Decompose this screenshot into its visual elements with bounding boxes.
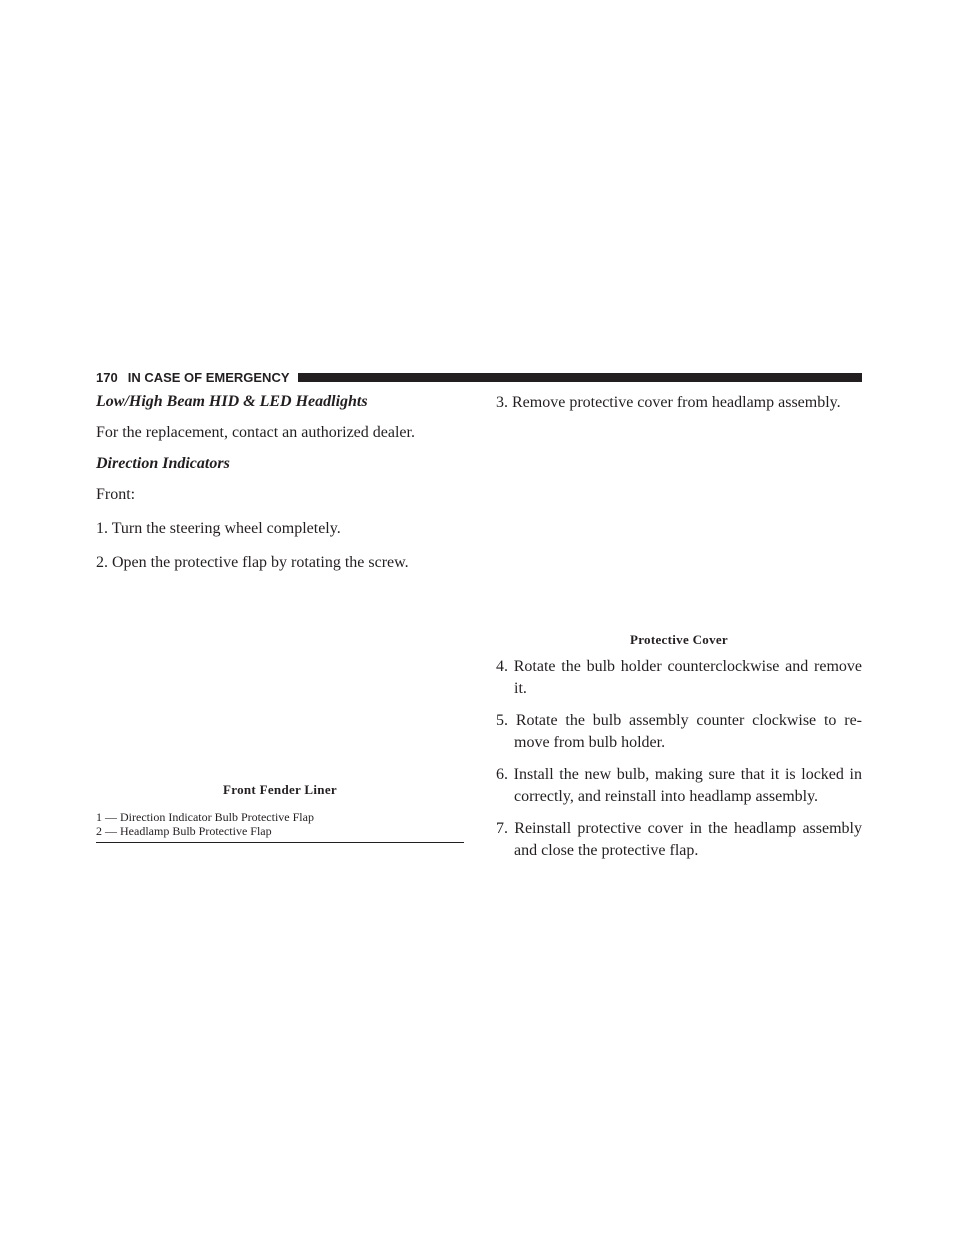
paragraph-replacement: For the replacement, contact an authorized dealer. [96,424,415,441]
page-number: 170 [96,369,118,385]
heading-direction-indicators: Direction Indicators [96,455,230,472]
legend-rule [96,842,464,843]
step-7: 7. Reinstall protective cover in the headlamp assembly and close the protective flap. [496,820,862,859]
figure-front-fender-liner [96,574,464,782]
header-rule [298,373,863,382]
step-6: 6. Install the new bulb, making sure that it is locked in correctly, and reinstall into headlamp assembly. [496,766,862,805]
step-3: 3. Remove protective cover from headlamp assembly. [496,394,841,411]
legend-item-1: 1 — Direction Indicator Bulb Protective Flap [96,810,314,824]
legend-item-2: 2 — Headlamp Bulb Protective Flap [96,824,272,838]
step-1: 1. Turn the steering wheel completely. [96,520,341,537]
figure-caption-protective-cover: Protective Cover [629,632,729,647]
step-5: 5. Rotate the bulb assembly counter clockwise to re-move from bulb holder. [496,712,862,751]
figure-caption-front-fender-liner: Front Fender Liner [223,782,337,797]
left-column [96,392,464,843]
heading-headlights: Low/High Beam HID & LED Headlights [96,393,368,410]
step-4: 4. Rotate the bulb holder counterclockwise and remove it. [496,658,862,697]
figure-protective-cover [496,414,862,632]
right-column [496,392,862,862]
paragraph-front: Front: [96,486,136,503]
section-title: IN CASE OF EMERGENCY [127,369,290,385]
step-2: 2. Open the protective flap by rotating the screw. [96,554,409,571]
page-header [96,368,862,386]
